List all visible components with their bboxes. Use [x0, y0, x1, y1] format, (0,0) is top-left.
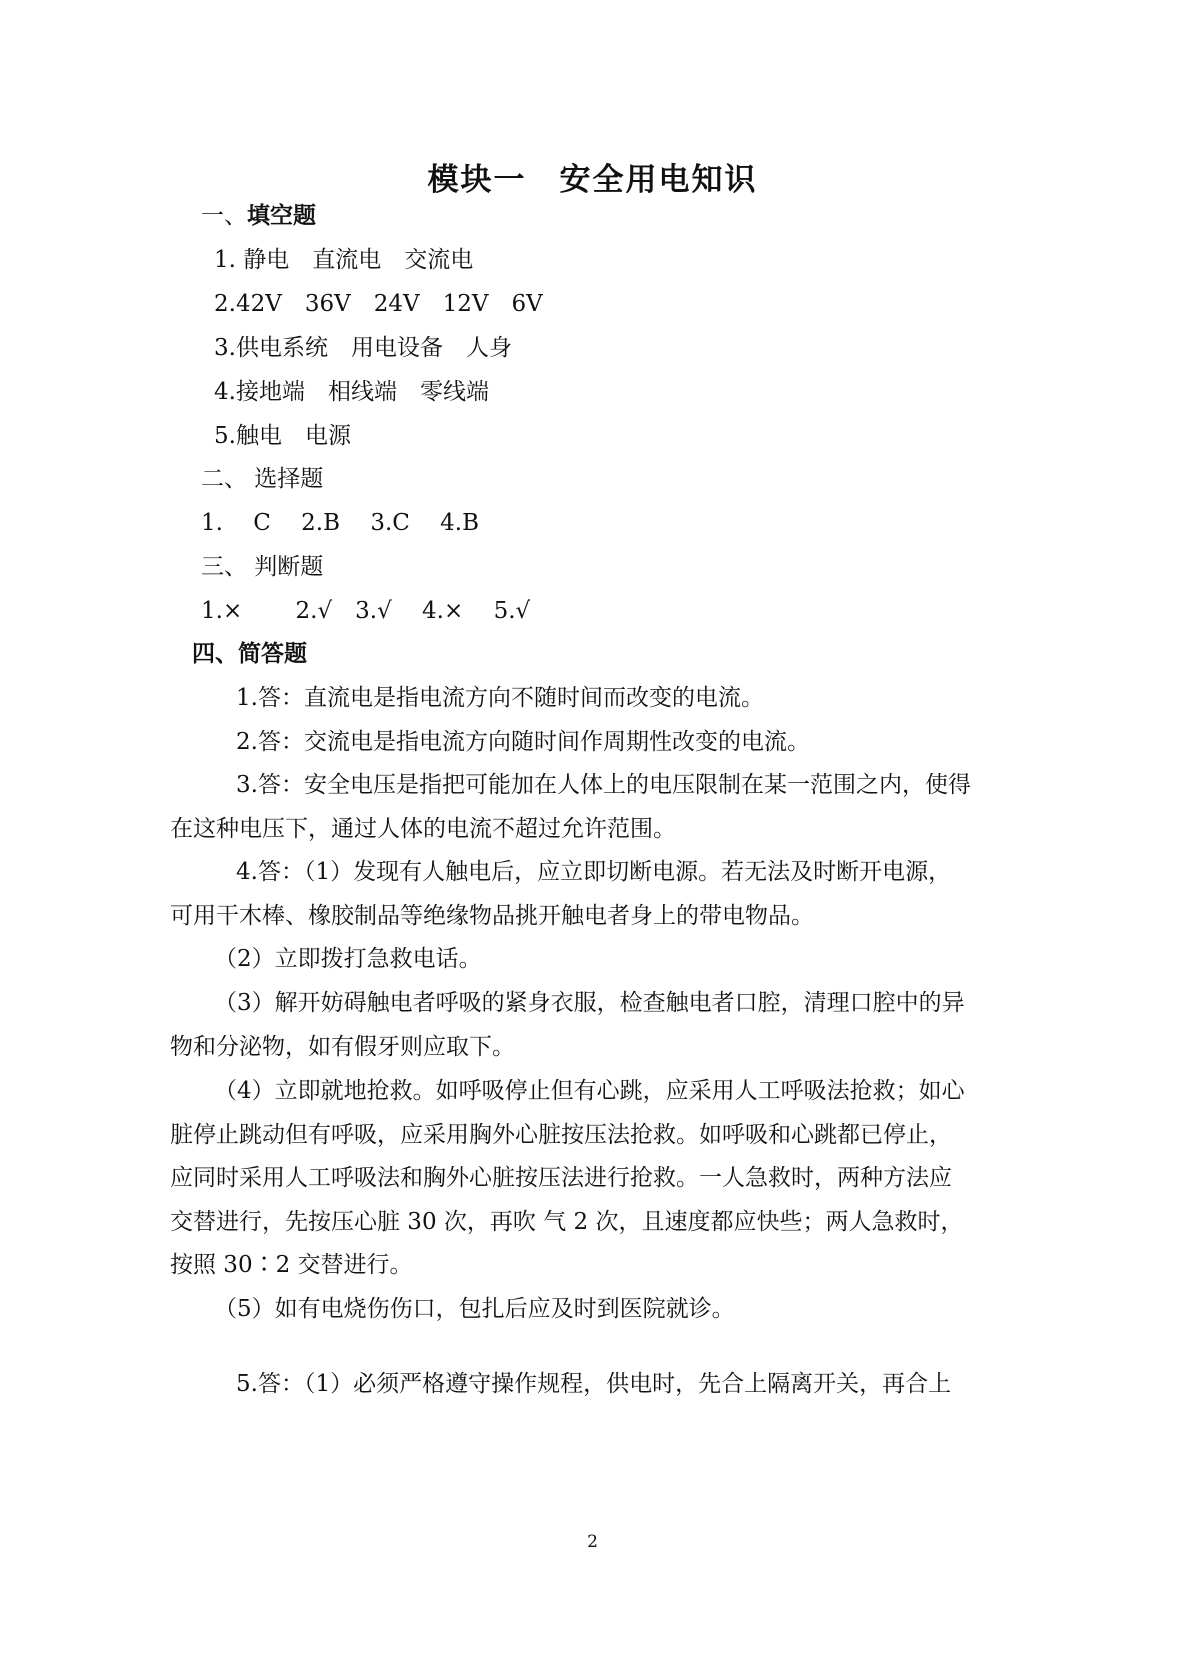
- answer-line: 1. 静电 直流电 交流电: [214, 247, 474, 273]
- answer-line: 1. C 2.B 3.C 4.B: [201, 510, 480, 536]
- answer-paragraph-line: 脏停止跳动但有呼吸，应采用胸外心脏按压法抢救。如呼吸和心跳都已停止，: [170, 1122, 952, 1148]
- answer-paragraph-line: 按照 30∶2 交替进行。: [170, 1252, 413, 1278]
- answer-line: 4.接地端 相线端 零线端: [214, 379, 489, 405]
- answer-paragraph-line: （3）解开妨碍触电者呼吸的紧身衣服，检查触电者口腔，清理口腔中的异: [214, 990, 965, 1016]
- section-heading-multiple-choice: 二、 选择题: [201, 466, 324, 492]
- answer-paragraph: 1.答：直流电是指电流方向不随时间而改变的电流。: [236, 685, 764, 711]
- answer-paragraph-line: 在这种电压下，通过人体的电流不超过允许范围。: [170, 816, 676, 842]
- page-title: 模块一 安全用电知识: [427, 162, 758, 198]
- section-title: 填空题: [247, 202, 316, 229]
- answer-paragraph: 2.答：交流电是指电流方向随时间作周期性改变的电流。: [236, 729, 810, 755]
- answer-paragraph-line: 应同时采用人工呼吸法和胸外心脏按压法进行抢救。一人急救时，两种方法应: [170, 1165, 952, 1191]
- section-heading-true-false: 三、 判断题: [201, 554, 324, 580]
- section-number: 一、: [201, 203, 247, 229]
- answer-paragraph-line: （5）如有电烧伤伤口，包扎后应及时到医院就诊。: [214, 1296, 735, 1322]
- answer-paragraph-line: 3.答：安全电压是指把可能加在人体上的电压限制在某一范围之内，使得: [236, 772, 971, 798]
- answer-paragraph-line: 可用干木棒、橡胶制品等绝缘物品挑开触电者身上的带电物品。: [170, 903, 814, 929]
- section-heading-fill-blank: [201, 201, 316, 231]
- answer-line: 3.供电系统 用电设备 人身: [214, 335, 512, 361]
- page-number: 2: [587, 1532, 598, 1552]
- answer-paragraph-line: （4）立即就地抢救。如呼吸停止但有心跳，应采用人工呼吸法抢救；如心: [214, 1078, 965, 1104]
- section-heading-short-answer: 四、简答题: [192, 640, 307, 667]
- answer-paragraph-line: （2）立即拨打急救电话。: [214, 946, 482, 972]
- answer-line: 1.× 2.√ 3.√ 4.× 5.√: [201, 598, 531, 624]
- answer-line: 2.42V 36V 24V 12V 6V: [214, 291, 543, 317]
- answer-paragraph-line: 物和分泌物，如有假牙则应取下。: [170, 1034, 515, 1060]
- answer-line: 5.触电 电源: [214, 423, 351, 449]
- answer-paragraph-line: 4.答：（1）发现有人触电后，应立即切断电源。若无法及时断开电源，: [236, 859, 952, 885]
- answer-paragraph-line: 交替进行，先按压心脏 30 次，再吹 气 2 次，且速度都应快些；两人急救时，: [170, 1209, 964, 1235]
- answer-paragraph-line: 5.答：（1）必须严格遵守操作规程，供电时，先合上隔离开关，再合上: [236, 1371, 952, 1397]
